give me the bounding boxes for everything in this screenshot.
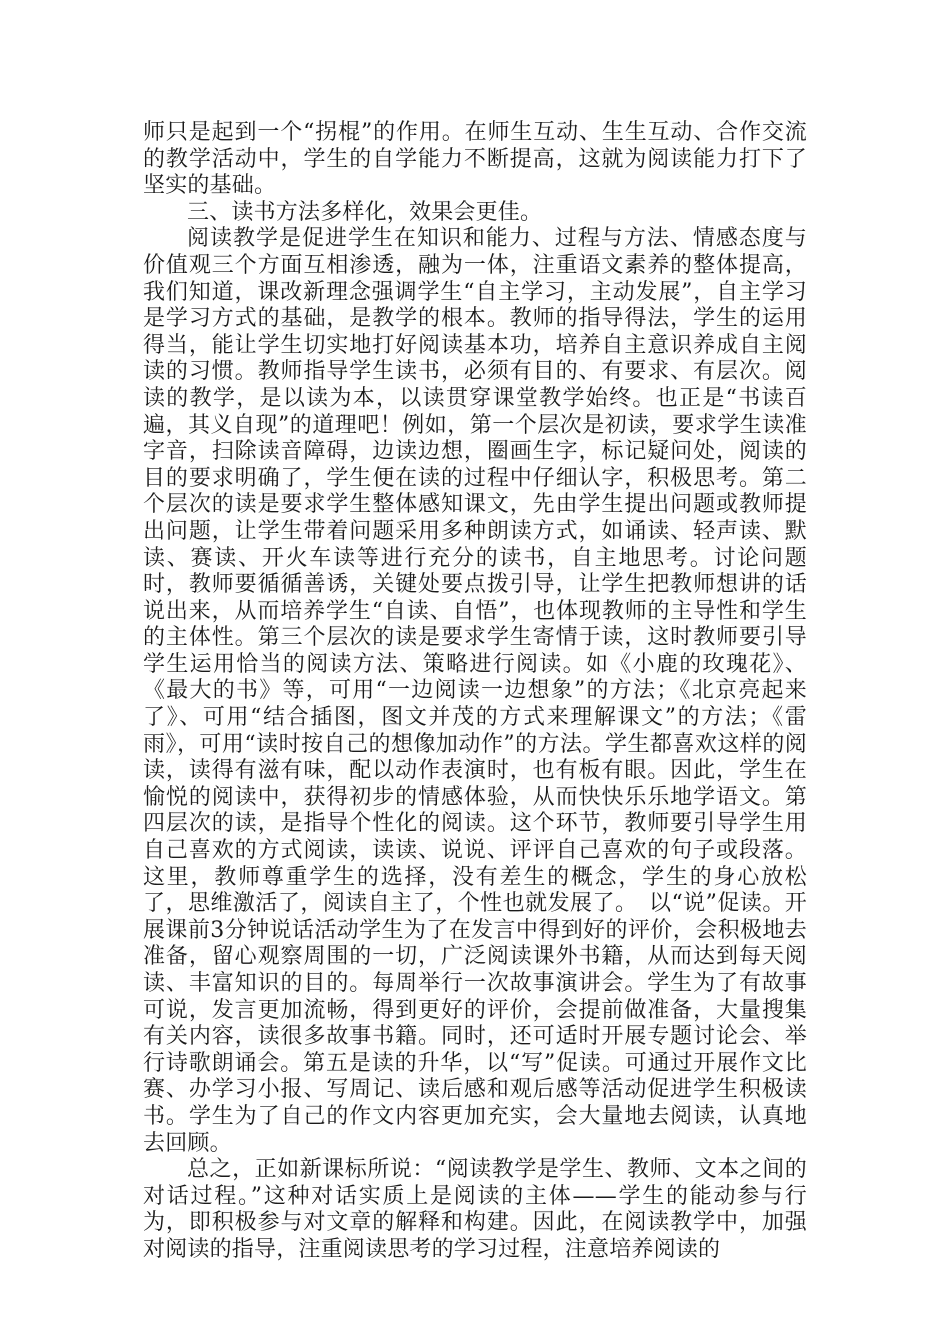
paragraph-main: 阅读教学是促进学生在知识和能力、过程与方法、情感态度与价值观三个方面互相渗透，融为一体，注重语文素养的整体提高，我们知道，课改新理念强调学生“自主学习，主动发展”，自主学习是学习方式的基础，是教学的根本。教师的指导得法，学生的运用得当，能让学生切实地打好阅读基本功，培养自主意识养成自主阅读的习惯。教师指导学生读书，必须有目的、有要求、有层次。阅读的教学，是以读为本，以读贯穿课堂教学始终。也正是“书读百遍，其义自现”的道理吧！例如，第一个层次是初读，要求学生读准字音，扫除读音障碍，边读边想，圈画生字，标记疑问处，阅读的目的要求明确了，学生便在读的过程中仔细认字，积极思考。第二个层次的读是要求学生整体感知课文，先由学生提出问题或教师提出问题，让学生带着问题采用多种朗读方式，如诵读、轻声读、默读、赛读、开火车读等进行充分的读书，自主地思考。讨论问题时，教师要循循善诱，关键处要点拨引导，让学生把教师想讲的话说出来，从而培养学生“自读、自悟”，也体现教师的主导性和学生的主体性。第三个层次的读是要求学生寄情于读，这时教师要引导学生运用恰当的阅读方法、策略进行阅读。如《小鹿的玫瑰花》、《最大的书》等，可用“一边阅读一边想象”的方法；《北京亮起来了》、可用“结合插图，图文并茂的方式来理解课文”的方法；《雷雨》，可用“读时按自己的想像加动作”的方法。学生都喜欢这样的阅读，读得有滋有味，配以动作表演时，也有板有眼。因此，学生在愉悦的阅读中，获得初步的情感体验，从而快快乐乐地学语文。第四层次的读，是指导个性化的阅读。这个环节，教师要引导学生用自己喜欢的方式阅读，读读、说说、评评自己喜欢的句子或段落。这里，教师尊重学生的选择，没有差生的概念，学生的身心放松了，思维激活了，阅读自主了，个性也就发展了。 以“说”促读。开展课前3分钟说话活动学生为了在发言中得到好的评价，会积极地去准备，留心观察周围的一切，广泛阅读课外书籍，从而达到每天阅读、丰富知识的目的。每周举行一次故事演讲会。学生为了有故事可说，发言更加流畅，得到更好的评价，会提前做准备，大量搜集有关内容，读很多故事书籍。同时，还可适时开展专题讨论会、举行诗歌朗诵会。第五是读的升华，以“写”促读。可通过开展作文比赛、办学习小报、写周记、读后感和观后感等活动促进学生积极读书。学生为了自己的作文内容更加充实，会大量地去阅读，认真地去回顾。 [143, 226, 807, 1156]
paragraph-summary: 总之，正如新课标所说：“阅读教学是学生、教师、文本之间的对话过程。”这种对话实质上是阅读的主体——学生的能动参与行为，即积极参与对文章的解释和构建。因此，在阅读教学中，加强对阅读的指导，注重阅读思考的学习过程，注意培养阅读的 [143, 1157, 807, 1262]
paragraph-continuation: 师只是起到一个“拐棍”的作用。在师生互动、生生互动、合作交流的教学活动中，学生的自学能力不断提高，这就为阅读能力打下了坚实的基础。 [143, 120, 807, 199]
section-heading: 三、读书方法多样化，效果会更佳。 [187, 199, 543, 225]
document-page [143, 120, 807, 1264]
